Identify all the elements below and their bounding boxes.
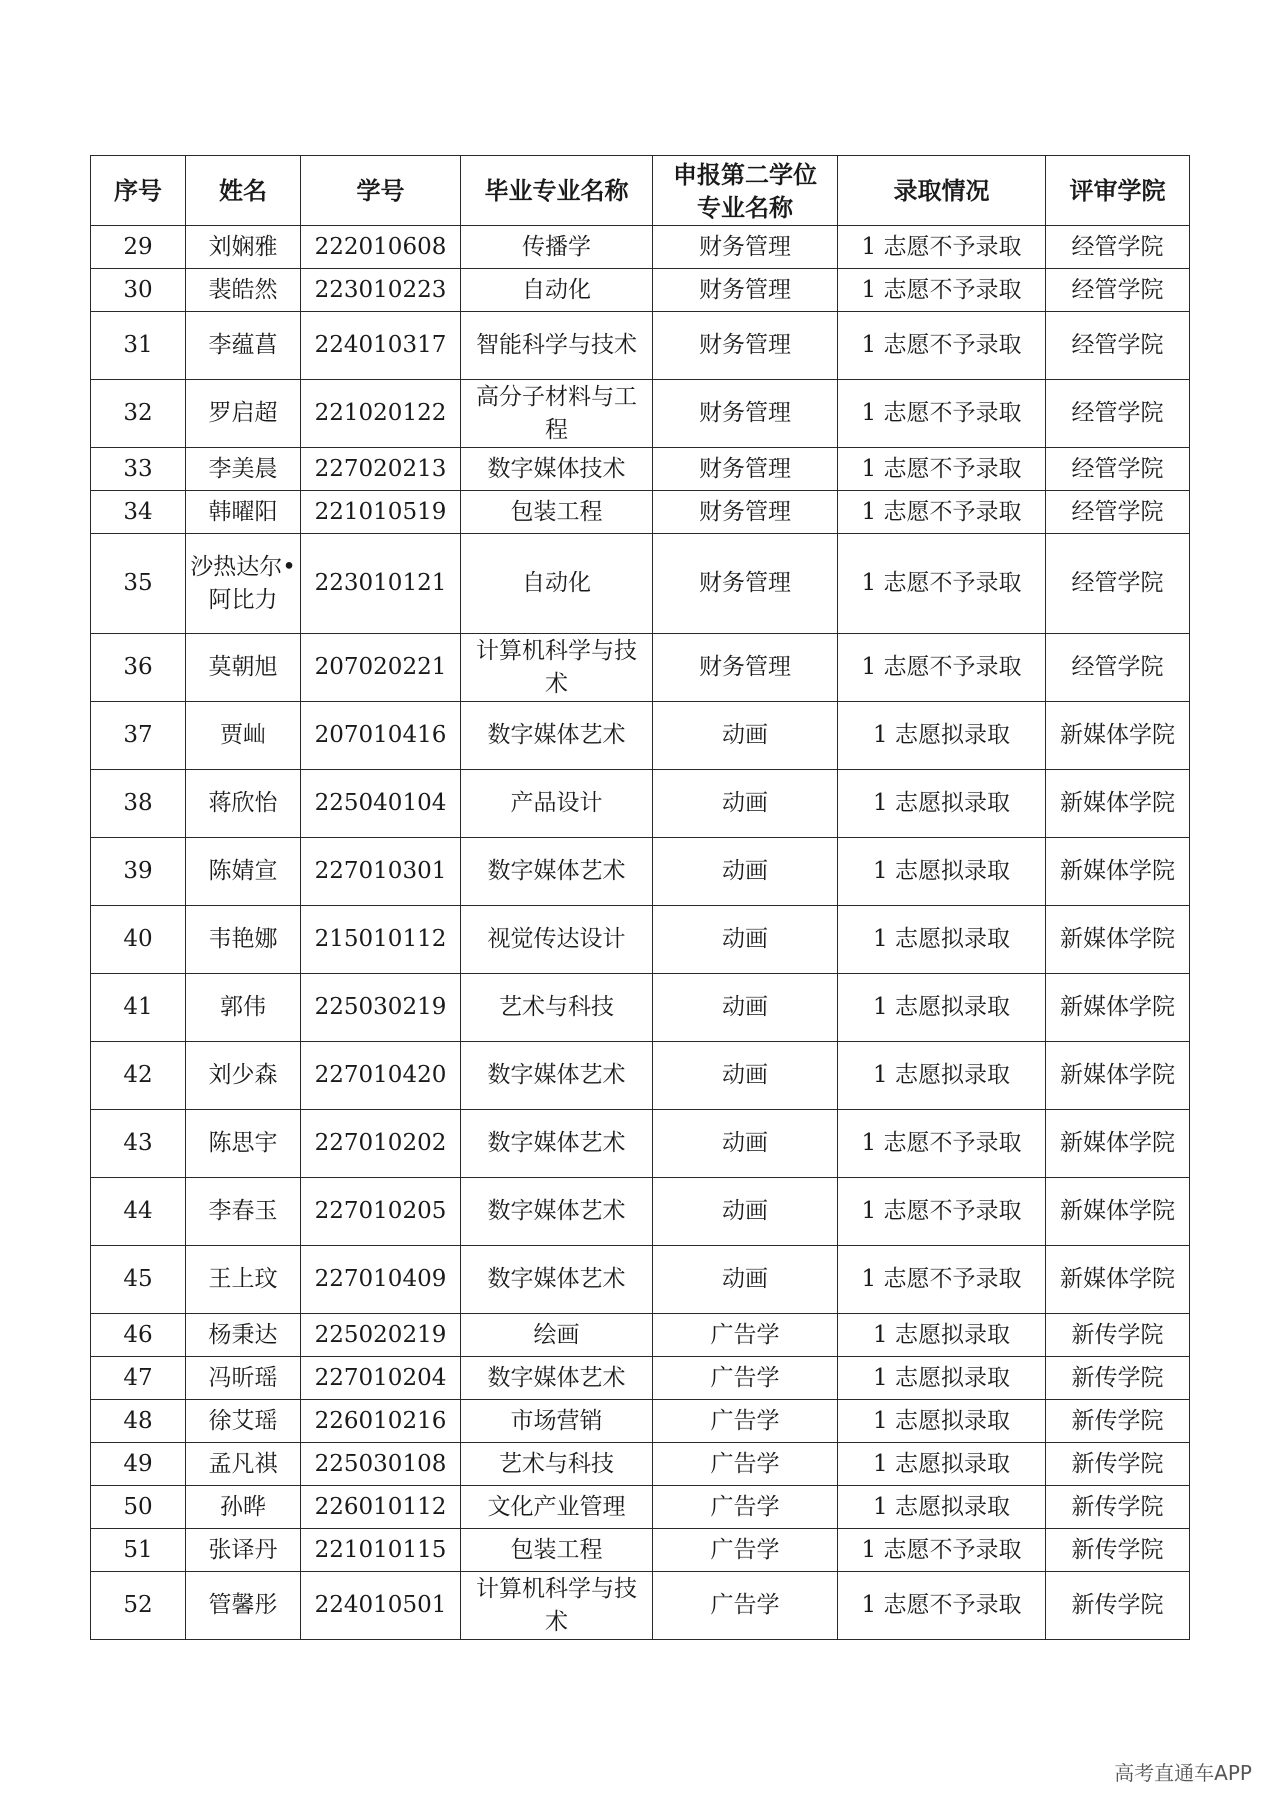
review-college-cell: 新媒体学院 <box>1046 1178 1190 1246</box>
graduate-major-cell: 智能科学与技术 <box>461 312 653 380</box>
second-degree-major-cell: 广告学 <box>653 1314 838 1357</box>
admission-status-cell: 1 志愿拟录取 <box>838 702 1046 770</box>
admission-status-cell: 1 志愿不予录取 <box>838 1529 1046 1572</box>
student-name-cell: 刘少森 <box>186 1042 301 1110</box>
header-cell: 评审学院 <box>1046 156 1190 226</box>
student-name-cell: 陈婧宣 <box>186 838 301 906</box>
student-name-cell: 罗启超 <box>186 380 301 448</box>
student-id-cell: 225020219 <box>301 1314 461 1357</box>
admission-status-cell: 1 志愿不予录取 <box>838 1572 1046 1640</box>
admission-status-cell: 1 志愿不予录取 <box>838 491 1046 534</box>
student-id-cell: 227010420 <box>301 1042 461 1110</box>
review-college-cell: 经管学院 <box>1046 380 1190 448</box>
table-row <box>91 1357 1190 1400</box>
student-id-cell: 207020221 <box>301 634 461 702</box>
row-number-cell: 48 <box>91 1400 186 1443</box>
admission-status-cell: 1 志愿不予录取 <box>838 226 1046 269</box>
header-cell: 毕业专业名称 <box>461 156 653 226</box>
row-number-cell: 49 <box>91 1443 186 1486</box>
second-degree-major-cell: 财务管理 <box>653 269 838 312</box>
admission-status-cell: 1 志愿拟录取 <box>838 1443 1046 1486</box>
student-name-cell: 裴皓然 <box>186 269 301 312</box>
review-college-cell: 新媒体学院 <box>1046 770 1190 838</box>
graduate-major-cell: 高分子材料与工程 <box>461 380 653 448</box>
row-number-cell: 35 <box>91 534 186 634</box>
table-row <box>91 1042 1190 1110</box>
review-college-cell: 新传学院 <box>1046 1572 1190 1640</box>
table-row <box>91 380 1190 448</box>
graduate-major-cell: 文化产业管理 <box>461 1486 653 1529</box>
row-number-cell: 30 <box>91 269 186 312</box>
student-name-cell: 张译丹 <box>186 1529 301 1572</box>
student-name-cell: 孙晔 <box>186 1486 301 1529</box>
header-cell: 学号 <box>301 156 461 226</box>
student-id-cell: 223010223 <box>301 269 461 312</box>
graduate-major-cell: 产品设计 <box>461 770 653 838</box>
review-college-cell: 新媒体学院 <box>1046 838 1190 906</box>
graduate-major-cell: 绘画 <box>461 1314 653 1357</box>
row-number-cell: 36 <box>91 634 186 702</box>
table-row <box>91 770 1190 838</box>
graduate-major-cell: 包装工程 <box>461 1529 653 1572</box>
table-row <box>91 269 1190 312</box>
admission-status-cell: 1 志愿不予录取 <box>838 1246 1046 1314</box>
watermark-text: 高考直通车APP <box>1114 1761 1252 1785</box>
row-number-cell: 43 <box>91 1110 186 1178</box>
admission-status-cell: 1 志愿不予录取 <box>838 534 1046 634</box>
table-row <box>91 1246 1190 1314</box>
student-name-cell: 孟凡祺 <box>186 1443 301 1486</box>
student-id-cell: 225040104 <box>301 770 461 838</box>
second-degree-major-cell: 财务管理 <box>653 634 838 702</box>
row-number-cell: 41 <box>91 974 186 1042</box>
student-id-cell: 221020122 <box>301 380 461 448</box>
second-degree-major-cell: 财务管理 <box>653 448 838 491</box>
table-row <box>91 634 1190 702</box>
graduate-major-cell: 数字媒体技术 <box>461 448 653 491</box>
second-degree-major-cell: 动画 <box>653 906 838 974</box>
second-degree-major-cell: 动画 <box>653 702 838 770</box>
header-cell: 姓名 <box>186 156 301 226</box>
graduate-major-cell: 数字媒体艺术 <box>461 1178 653 1246</box>
student-name-cell: 陈思宇 <box>186 1110 301 1178</box>
review-college-cell: 新传学院 <box>1046 1529 1190 1572</box>
row-number-cell: 34 <box>91 491 186 534</box>
graduate-major-cell: 数字媒体艺术 <box>461 1110 653 1178</box>
header-cell: 录取情况 <box>838 156 1046 226</box>
student-id-cell: 215010112 <box>301 906 461 974</box>
review-college-cell: 新传学院 <box>1046 1400 1190 1443</box>
student-id-cell: 221010115 <box>301 1529 461 1572</box>
review-college-cell: 经管学院 <box>1046 312 1190 380</box>
student-name-cell: 徐艾瑶 <box>186 1400 301 1443</box>
row-number-cell: 45 <box>91 1246 186 1314</box>
table-row <box>91 1443 1190 1486</box>
graduate-major-cell: 计算机科学与技术 <box>461 1572 653 1640</box>
second-degree-major-cell: 财务管理 <box>653 380 838 448</box>
second-degree-major-cell: 财务管理 <box>653 226 838 269</box>
admission-status-cell: 1 志愿拟录取 <box>838 1314 1046 1357</box>
admission-status-cell: 1 志愿拟录取 <box>838 1357 1046 1400</box>
student-id-cell: 227010409 <box>301 1246 461 1314</box>
second-degree-major-cell: 广告学 <box>653 1443 838 1486</box>
student-id-cell: 226010216 <box>301 1400 461 1443</box>
student-id-cell: 224010501 <box>301 1572 461 1640</box>
admission-table <box>90 155 1190 1640</box>
row-number-cell: 47 <box>91 1357 186 1400</box>
table-row <box>91 1486 1190 1529</box>
student-id-cell: 227010301 <box>301 838 461 906</box>
review-college-cell: 新传学院 <box>1046 1443 1190 1486</box>
student-name-cell: 李春玉 <box>186 1178 301 1246</box>
table-row <box>91 1400 1190 1443</box>
admission-status-cell: 1 志愿拟录取 <box>838 1486 1046 1529</box>
row-number-cell: 44 <box>91 1178 186 1246</box>
admission-status-cell: 1 志愿不予录取 <box>838 269 1046 312</box>
row-number-cell: 29 <box>91 226 186 269</box>
graduate-major-cell: 自动化 <box>461 534 653 634</box>
student-id-cell: 225030108 <box>301 1443 461 1486</box>
graduate-major-cell: 艺术与科技 <box>461 974 653 1042</box>
student-name-cell: 王上玟 <box>186 1246 301 1314</box>
header-cell: 序号 <box>91 156 186 226</box>
review-college-cell: 经管学院 <box>1046 534 1190 634</box>
student-id-cell: 227010205 <box>301 1178 461 1246</box>
second-degree-major-cell: 动画 <box>653 838 838 906</box>
table-row <box>91 312 1190 380</box>
second-degree-major-cell: 财务管理 <box>653 491 838 534</box>
student-name-cell: 刘娴雅 <box>186 226 301 269</box>
student-name-cell: 冯昕瑶 <box>186 1357 301 1400</box>
graduate-major-cell: 包装工程 <box>461 491 653 534</box>
student-id-cell: 227020213 <box>301 448 461 491</box>
row-number-cell: 42 <box>91 1042 186 1110</box>
admission-status-cell: 1 志愿不予录取 <box>838 448 1046 491</box>
review-college-cell: 新媒体学院 <box>1046 974 1190 1042</box>
second-degree-major-cell: 动画 <box>653 770 838 838</box>
second-degree-major-cell: 动画 <box>653 1110 838 1178</box>
second-degree-major-cell: 财务管理 <box>653 312 838 380</box>
table-row <box>91 702 1190 770</box>
second-degree-major-cell: 动画 <box>653 1178 838 1246</box>
graduate-major-cell: 自动化 <box>461 269 653 312</box>
second-degree-major-cell: 广告学 <box>653 1357 838 1400</box>
admission-status-cell: 1 志愿不予录取 <box>838 312 1046 380</box>
table-row <box>91 1314 1190 1357</box>
student-id-cell: 207010416 <box>301 702 461 770</box>
student-name-cell: 韦艳娜 <box>186 906 301 974</box>
student-name-cell: 杨秉达 <box>186 1314 301 1357</box>
row-number-cell: 52 <box>91 1572 186 1640</box>
header-cell: 申报第二学位专业名称 <box>653 156 838 226</box>
admission-status-cell: 1 志愿拟录取 <box>838 1400 1046 1443</box>
review-college-cell: 经管学院 <box>1046 269 1190 312</box>
graduate-major-cell: 传播学 <box>461 226 653 269</box>
second-degree-major-cell: 广告学 <box>653 1572 838 1640</box>
second-degree-major-cell: 广告学 <box>653 1529 838 1572</box>
admission-status-cell: 1 志愿拟录取 <box>838 1042 1046 1110</box>
student-name-cell: 贾屾 <box>186 702 301 770</box>
student-id-cell: 221010519 <box>301 491 461 534</box>
student-name-cell: 韩曜阳 <box>186 491 301 534</box>
graduate-major-cell: 视觉传达设计 <box>461 906 653 974</box>
table-row <box>91 226 1190 269</box>
admission-status-cell: 1 志愿不予录取 <box>838 1178 1046 1246</box>
student-id-cell: 222010608 <box>301 226 461 269</box>
review-college-cell: 新媒体学院 <box>1046 1110 1190 1178</box>
student-id-cell: 227010204 <box>301 1357 461 1400</box>
second-degree-major-cell: 财务管理 <box>653 534 838 634</box>
row-number-cell: 50 <box>91 1486 186 1529</box>
review-college-cell: 经管学院 <box>1046 448 1190 491</box>
graduate-major-cell: 数字媒体艺术 <box>461 838 653 906</box>
second-degree-major-cell: 动画 <box>653 974 838 1042</box>
row-number-cell: 40 <box>91 906 186 974</box>
student-id-cell: 227010202 <box>301 1110 461 1178</box>
second-degree-major-cell: 广告学 <box>653 1486 838 1529</box>
graduate-major-cell: 市场营销 <box>461 1400 653 1443</box>
review-college-cell: 新媒体学院 <box>1046 1042 1190 1110</box>
second-degree-major-cell: 广告学 <box>653 1400 838 1443</box>
row-number-cell: 32 <box>91 380 186 448</box>
admission-status-cell: 1 志愿拟录取 <box>838 906 1046 974</box>
student-id-cell: 224010317 <box>301 312 461 380</box>
student-name-cell: 郭伟 <box>186 974 301 1042</box>
graduate-major-cell: 数字媒体艺术 <box>461 1357 653 1400</box>
student-id-cell: 223010121 <box>301 534 461 634</box>
table-row <box>91 1178 1190 1246</box>
admission-status-cell: 1 志愿不予录取 <box>838 634 1046 702</box>
table-row <box>91 1529 1190 1572</box>
review-college-cell: 新传学院 <box>1046 1357 1190 1400</box>
graduate-major-cell: 艺术与科技 <box>461 1443 653 1486</box>
row-number-cell: 31 <box>91 312 186 380</box>
table-row <box>91 448 1190 491</box>
graduate-major-cell: 计算机科学与技术 <box>461 634 653 702</box>
row-number-cell: 37 <box>91 702 186 770</box>
table-row <box>91 974 1190 1042</box>
review-college-cell: 新媒体学院 <box>1046 1246 1190 1314</box>
table-row <box>91 838 1190 906</box>
graduate-major-cell: 数字媒体艺术 <box>461 1042 653 1110</box>
table-row <box>91 1110 1190 1178</box>
student-name-cell: 管馨彤 <box>186 1572 301 1640</box>
review-college-cell: 经管学院 <box>1046 226 1190 269</box>
admission-status-cell: 1 志愿拟录取 <box>838 838 1046 906</box>
row-number-cell: 38 <box>91 770 186 838</box>
review-college-cell: 经管学院 <box>1046 634 1190 702</box>
table-row <box>91 1572 1190 1640</box>
student-name-cell: 沙热达尔•阿比力 <box>186 534 301 634</box>
admission-status-cell: 1 志愿不予录取 <box>838 380 1046 448</box>
review-college-cell: 经管学院 <box>1046 491 1190 534</box>
review-college-cell: 新传学院 <box>1046 1486 1190 1529</box>
student-name-cell: 莫朝旭 <box>186 634 301 702</box>
graduate-major-cell: 数字媒体艺术 <box>461 702 653 770</box>
admission-status-cell: 1 志愿拟录取 <box>838 770 1046 838</box>
admission-status-cell: 1 志愿不予录取 <box>838 1110 1046 1178</box>
row-number-cell: 39 <box>91 838 186 906</box>
review-college-cell: 新传学院 <box>1046 1314 1190 1357</box>
table-header-row <box>91 156 1190 226</box>
table-row <box>91 491 1190 534</box>
row-number-cell: 33 <box>91 448 186 491</box>
student-id-cell: 225030219 <box>301 974 461 1042</box>
table-row <box>91 534 1190 634</box>
graduate-major-cell: 数字媒体艺术 <box>461 1246 653 1314</box>
student-name-cell: 李美晨 <box>186 448 301 491</box>
review-college-cell: 新媒体学院 <box>1046 702 1190 770</box>
row-number-cell: 51 <box>91 1529 186 1572</box>
second-degree-major-cell: 动画 <box>653 1246 838 1314</box>
second-degree-major-cell: 动画 <box>653 1042 838 1110</box>
admission-status-cell: 1 志愿拟录取 <box>838 974 1046 1042</box>
student-name-cell: 李蕴菖 <box>186 312 301 380</box>
student-name-cell: 蒋欣怡 <box>186 770 301 838</box>
row-number-cell: 46 <box>91 1314 186 1357</box>
table-row <box>91 906 1190 974</box>
review-college-cell: 新媒体学院 <box>1046 906 1190 974</box>
student-id-cell: 226010112 <box>301 1486 461 1529</box>
